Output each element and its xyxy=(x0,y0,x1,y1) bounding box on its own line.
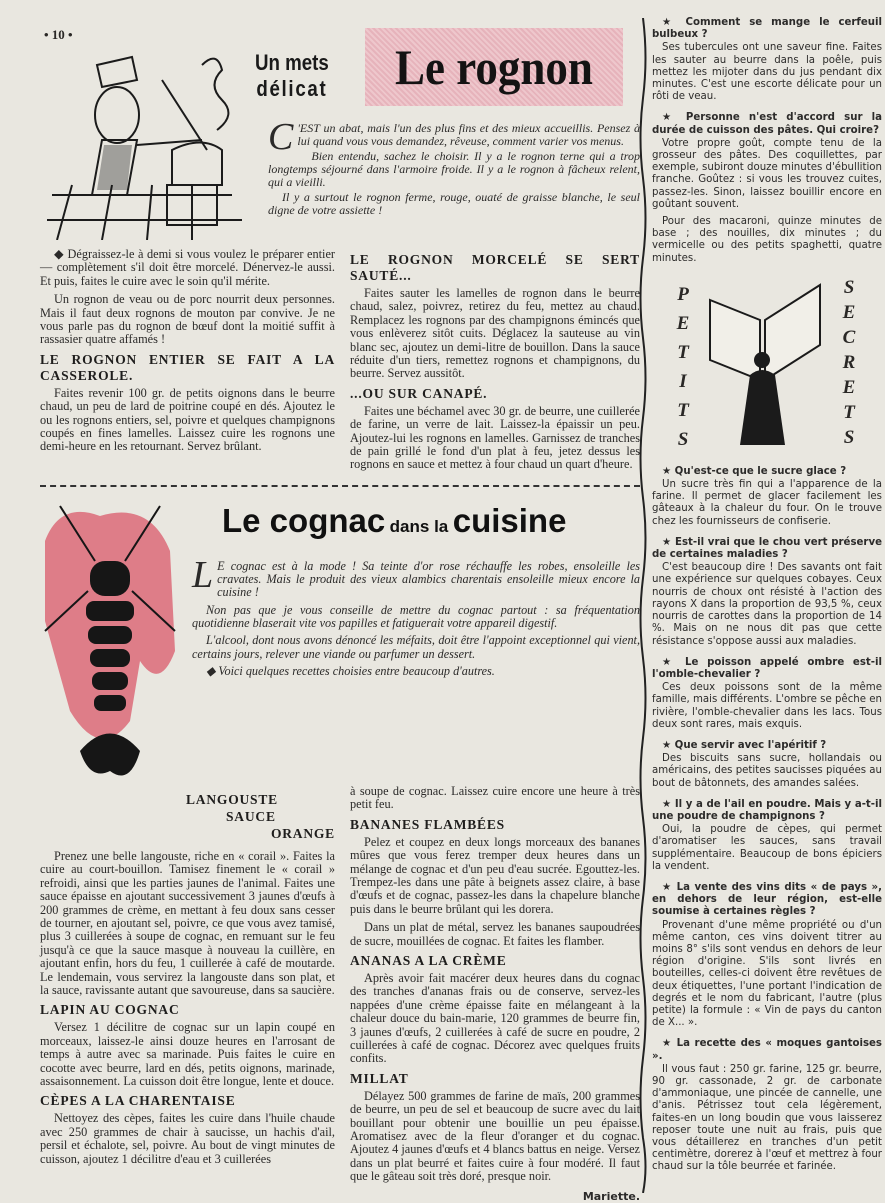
secret-question: ★ Il y a de l'ail en poudre. Mais y a-t-il une poudre de champignons ? xyxy=(652,798,882,822)
cognac-intro xyxy=(192,553,640,678)
secret-answer: Des biscuits sans sucre, hollandais ou américains, des petites saucisses piquées au bout de bâtonnets, des amandes salées. xyxy=(652,753,882,789)
secret-question: ★ Est-il vrai que le chou vert préserve de certaines maladies ? xyxy=(652,536,882,561)
intro-paragraph: 'EST un abat, mais l'un des plus fins et des mieux accueillis. Pensez à lui quand vous vous demandez, rêveuse, comment varier vos menus. xyxy=(297,121,640,148)
secret-question: ★ Comment se mange le cerfeuil bulbeux ? xyxy=(652,17,882,41)
author-signature: Mariette. xyxy=(582,1189,640,1203)
page-number: • 10 • xyxy=(44,27,73,42)
title-part: cuisine xyxy=(452,501,567,539)
title-part: dans la xyxy=(389,516,449,536)
secret-question: ★ Que servir avec l'apéritif ? xyxy=(662,739,827,751)
secret-question: ★ Qu'est-ce que le sucre glace ? xyxy=(662,465,847,477)
heading-ananas: ANANAS A LA CRÈME xyxy=(350,952,507,968)
book-woman-icon xyxy=(700,280,830,450)
cognac-middle-column xyxy=(350,785,640,1203)
main-area xyxy=(40,20,640,1203)
title-part: Le cognac xyxy=(222,501,386,539)
paragraph: ◆ Dégraissez-le à demi si vous voulez le préparer entier — complètement s'il doit être morcelé. Dénervez-le aussi. Et puis, faites le cuire avec le soin qu'il mérite. xyxy=(40,247,335,288)
paragraph: Nettoyez des cèpes, faites les cuire dans l'huile chaude avec 250 grammes de chair à saucisse, un hachis d'ail, persil et échalote, sel, poivre. Au bout de vingt minutes de cuisson, ajoutez 1 décilitre d'eau et 3 cuillerées xyxy=(40,1111,335,1166)
secret-question: ★ Le poisson appelé ombre est-il l'omble-chevalier ? xyxy=(652,656,882,680)
rognon-intro xyxy=(268,116,640,222)
secrets-bottom xyxy=(652,466,882,1174)
heading-cepes: CÈPES A LA CHARENTAISE xyxy=(40,1093,236,1109)
rognon-title-box xyxy=(365,28,623,106)
column-divider xyxy=(636,18,650,1193)
secret-answer: Oui, la poudre de cèpes, qui permet d'aromatiser les sauces, sans travail supplémentaire. Beaucoup de bons épiciers la vendent. xyxy=(652,824,882,872)
secret-answer: Votre propre goût, compte tenu de la grosseur des pâtes. Des coquillettes, par exemple, subiront douze minutes d'ébullition franche. Goûtez : si vous les trouvez cuites, passez-les. Sinon, laissez bouillir encore en goûtant souvent. xyxy=(652,137,882,210)
paragraph: Après avoir fait macérer deux heures dans du cognac des tranches d'ananas frais ou de conserve, servez-les nappées d'une crème épaisse faite en mélangeant à la chaleur douce du bain-marie, 120 grammes de beurre fin, 3 jaunes d'œufs, 2 cuillerées à café de sucre en poudre, 2 cuillerées à café de cognac. Décorez avec quelques fruits confits. xyxy=(350,970,640,1066)
rognon-left-column xyxy=(40,248,335,459)
cognac-left-column xyxy=(40,785,335,1171)
heading-lapin: LAPIN AU COGNAC xyxy=(40,1002,180,1018)
secret-answer: Ces deux poissons sont de la même famille, mais différents. L'ombre se pêche en rivière, l'omble-chevalier dans les lacs. Tous deux sont rares, mais exquis. xyxy=(652,682,882,730)
cognac-columns xyxy=(40,785,640,1203)
rognon-title: Le rognon xyxy=(395,39,593,95)
heading-canape: ...OU SUR CANAPÉ. xyxy=(350,385,488,401)
secret-question: ★ La recette des « moques gantoises ». xyxy=(652,1038,882,1062)
secrets-top xyxy=(652,17,882,265)
secret-question: ★ La vente des vins dits « de pays », en dehors de leur région, est-elle soumise à certaines règles ? xyxy=(652,881,882,918)
secret-answer: Il vous faut : 250 gr. farine, 125 gr. beurre, 90 gr. cassonade, 2 gr. de carbonate d'ammoniaque, une pincée de cannelle, une d'anis. Pétrissez tout cela légèrement, faites-en un long boudin que vous laisserez reposer toute une nuit au frais, puis que vous détaillerez en tranches d'un petit centimètre, dorerez à l'œuf et mettrez à four chaud sur la tôle beurrée et farinée. xyxy=(652,1063,882,1173)
paragraph: Faites une béchamel avec 30 gr. de beurre, une cuillerée de farine, un verre de lait. Laissez-la épaissir un peu. Ajoutez-lui les rognons en lamelles. Garnissez de tranches de pain grillé le fond d'un plat à feu, jetez dessus les rognons en sauce et mettez à four chaud un quart d'heure. xyxy=(350,403,640,472)
paragraph: Dans un plat de métal, servez les bananes saupoudrées de sucre, mouillées de cognac. Et faites les flamber. xyxy=(350,920,640,948)
heading-millat: MILLAT xyxy=(350,1070,409,1086)
secret-answer: Pour des macaroni, quinze minutes de base ; des nouilles, dix minutes ; du vermicelle ou des petits spaghetti, quatre minutes. xyxy=(652,216,882,264)
cognac-title xyxy=(222,501,640,548)
intro-paragraph: Il y a surtout le rognon ferme, rouge, ouaté de graisse blanche, le seul digne de votre assiette ! xyxy=(268,190,640,217)
secrets-label: SECRETS xyxy=(842,276,856,448)
secret-answer: Un sucre très fin qui a l'apparence de la farine. Il permet de glacer facilement les gâteaux à la chaleur du four. On le trouve chez les fournisseurs de confiserie. xyxy=(652,479,882,527)
heading-bananes: BANANES FLAMBÉES xyxy=(350,816,505,832)
cognac-header xyxy=(40,501,640,781)
kicker-line-2: délicat xyxy=(256,76,328,101)
secret-answer: C'est beaucoup dire ! Des savants ont fait une expérience sur quelques cobayes. Ceux nourris de choux ont résisté à l'action des rayons X dans la proportion de 93,5 %, ceux nourris de carottes dans la proportion de 14 %. Mais on ne nous dit pas que cette résistance s'oppose aussi aux maladies. xyxy=(652,562,882,647)
rognon-columns xyxy=(40,248,640,477)
secret-question: ★ Personne n'est d'accord sur la durée de cuisson des pâtes. Qui croire? xyxy=(652,112,882,136)
heading-morcele: LE ROGNON MORCELÉ SE SERT SAUTÉ... xyxy=(350,252,640,283)
intro-paragraph: Non pas que je vous conseille de mettre du cognac partout : sa fréquentation quotidienne blaserait vite vos papilles et fatiguerait votre appareil digestif. xyxy=(192,602,640,631)
paragraph: Faites revenir 100 gr. de petits oignons dans le beurre chaud, un peu de lard de poitrine coupé en dés. Ajoutez le ou les rognons entiers, sel, poivre et quelques champignons coupés en fines lamelles. Laissez cuire les rognons une demi-heure en les retournant. Servez brûlant. xyxy=(40,385,335,454)
intro-paragraph: L'alcool, dont nous avons dénoncé les méfaits, doit être l'appoint exceptionnel qui vient, certains jours, relever une viande ou parfumer un dessert. xyxy=(192,633,640,661)
heading-line: LANGOUSTE xyxy=(186,791,278,807)
dropcap-l: L xyxy=(192,553,214,596)
heading-line: ORANGE xyxy=(270,825,335,841)
dropcap-c: C xyxy=(268,116,294,158)
paragraph: Versez 1 décilitre de cognac sur un lapin coupé en morceaux, laissez-le ainsi douze heures en l'arrosant de temps à autre avec sa marinade. Puis faites le cuire en cocotte avec beurre, lard en dés, petits oignons, marinade, assaisonnement. La cuisson doit être longue, lente et douce. xyxy=(40,1020,335,1088)
kicker-line-1: Un mets xyxy=(255,50,329,75)
petits-label: PETITS xyxy=(676,283,690,450)
intro-paragraph: E cognac est à la mode ! Sa teinte d'or rose réchauffe les robes, ensoleille les cravates. Mais le produit des vieux alambics charentais ensoleille mieux encore la cuisine ! xyxy=(217,558,640,600)
paragraph: Faites sauter les lamelles de rognon dans le beurre chaud, salez, poivrez, retirez du feu, mettez au chaud. Remplacez les rognons par des champignons émincés que vous enlèverez sitôt cuits. Déglacez la sauteuse au vin blanc sec, ajoutez un demi-litre de bouillon. Dans la sauce réduite d'un tiers, remettez rognons et champignons, du beurre. Servez aussitôt. xyxy=(350,286,640,381)
cook-illustration xyxy=(42,45,247,240)
intro-paragraph: Bien entendu, sachez le choisir. Il y a le rognon terne qui a trop longtemps séjourné dans l'armoire froide. Il y a le rognon à fâcheux relent, qui a vieilli. xyxy=(268,149,640,189)
paragraph: Délayez 500 grammes de farine de maïs, 200 grammes de beurre, un peu de sel et beaucoup de sucre avec du lait bouillant pour obtenir une bouillie un peu épaisse. Aromatisez avec de la fleur d'oranger et du cognac. Ajoutez 4 jaunes d'œufs et 4 blancs battus en neige. Versez dans un plat beurré et faites cuire à four modéré. Il faut que le gâteau soit très doré, presque noir. xyxy=(350,1088,640,1184)
cognac-heading-block xyxy=(192,501,640,683)
secret-answer: Ses tubercules ont une saveur fine. Faites les sauter au beurre dans la poêle, puis mettez les mijoter dans du jus pendant dix minutes. C'est une escorte délicate pour un rôti de veau. xyxy=(652,42,882,103)
paragraph: Prenez une belle langouste, riche en « corail ». Faites la cuire au court-bouillon. Tamisez finement le « corail » refroidi, ainsi que les parties jaunes de l'animal. Faites une sauce épaisse en ajoutant successivement 3 jaunes d'œufs à 200 grammes de crème, en mettant à feu doux sans cesser de tourner, en ajoutant sel, poivre, ce que vous avez tamisé, plus 3 cuillerées à soupe de cognac, en remuant sur le feu jusqu'à ce que la sauce masque à nouveau la cuillère, en ajoutant enfin, hors du feu, 1 cuillerée à café de moutarde. Le lendemain, vous servirez la langouste dans son plat, et la sauce, ravissante autant que savoureuse, dans sa saucière. xyxy=(40,848,335,997)
secret-answer: Provenant d'une même propriété ou d'un même canton, ces vins doivent titrer au moins 8° s'ils sont vendus en dehors de leur région d'origine. S'ils sont livrés en bouteilles, celles-ci doivent être revêtues de deux étiquettes, l'une portant l'indication de degrés et le nom du fabricant, l'autre (plus petite) la formule : « Vin de pays du canton de X... ». xyxy=(652,919,882,1029)
paragraph: à soupe de cognac. Laissez cuire encore une heure à très petit feu. xyxy=(350,783,640,812)
heading-line: SAUCE xyxy=(226,808,276,824)
paragraph: Un rognon de veau ou de porc nourrit deux personnes. Mais il faut deux rognons de mouton par convive. Je ne vous parle pas du rognon de bœuf dont la moitié suffit à rassasier quatre affamés ! xyxy=(40,292,335,347)
rognon-middle-column xyxy=(350,248,640,477)
rognon-header xyxy=(40,20,640,248)
intro-paragraph: ◆ Voici quelques recettes choisies entre beaucoup d'autres. xyxy=(206,663,495,678)
heading-entier: LE ROGNON ENTIER SE FAIT A LA CASSEROLE. xyxy=(40,351,335,383)
paragraph: Pelez et coupez en deux longs morceaux des bananes mûres que vous ferez tremper deux heures dans un mélange de cognac et d'un peu d'eau sucrée. Egouttez-les. Trempez-les dans une pâte à beignets assez claire, à base d'œufs et de cognac, passez-les dans la chapelure blanche puis dans le beurre brûlant qui les dorera. xyxy=(350,834,640,916)
section-divider xyxy=(40,485,640,487)
rognon-kicker xyxy=(255,50,329,102)
lobster-illustration xyxy=(40,501,180,781)
petits-secrets-illustration xyxy=(652,275,882,457)
secrets-column xyxy=(652,8,882,1174)
heading-langouste xyxy=(186,791,335,842)
